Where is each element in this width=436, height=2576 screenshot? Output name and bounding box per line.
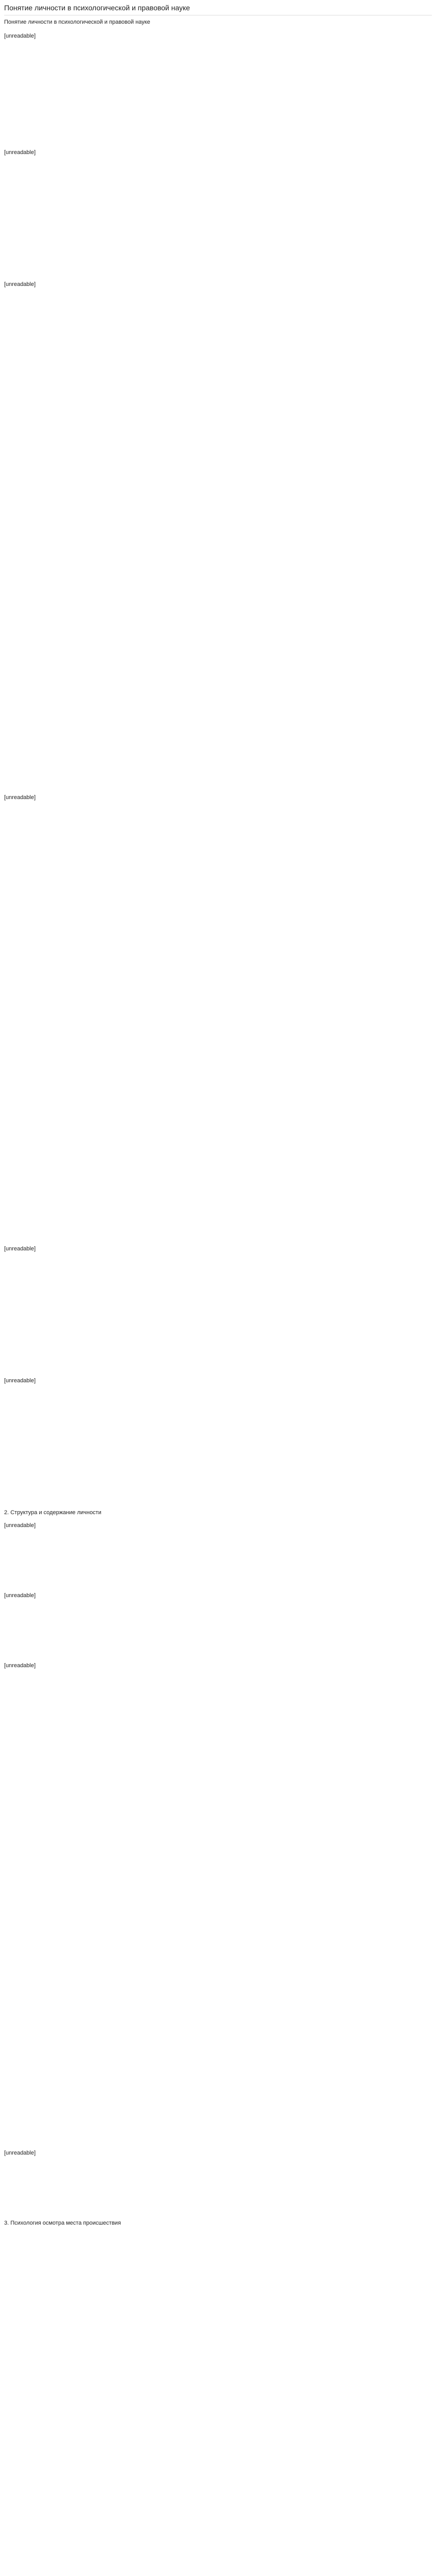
section-heading-structure: 2. Структура и содержание личности xyxy=(4,1509,101,1516)
intro-section xyxy=(4,32,432,1501)
intro-paragraph-6: [unreadable] xyxy=(4,1377,36,1384)
structure-paragraph-4: [unreadable] xyxy=(4,2149,36,2156)
structure-paragraph-2: [unreadable] xyxy=(4,1592,36,1599)
structure-paragraph-1: [unreadable] xyxy=(4,1522,36,1529)
structure-paragraph-3: [unreadable] xyxy=(4,1662,36,1669)
intro-paragraph-3: [unreadable] xyxy=(4,281,36,287)
intro-paragraph-2: [unreadable] xyxy=(4,149,36,156)
page-title: Понятие личности в психологической и правовой науке xyxy=(4,3,432,15)
section-scene-inspection xyxy=(4,2219,432,2227)
page-subtitle: Понятие личности в психологической и правовой науке xyxy=(4,19,150,25)
intro-paragraph-5: [unreadable] xyxy=(4,1245,36,1252)
section-structure xyxy=(4,1509,432,2211)
intro-paragraph-4: [unreadable] xyxy=(4,794,36,801)
intro-paragraph-1: [unreadable] xyxy=(4,32,36,39)
section-heading-scene-inspection: 3. Психология осмотра места происшествия xyxy=(4,2219,121,2226)
